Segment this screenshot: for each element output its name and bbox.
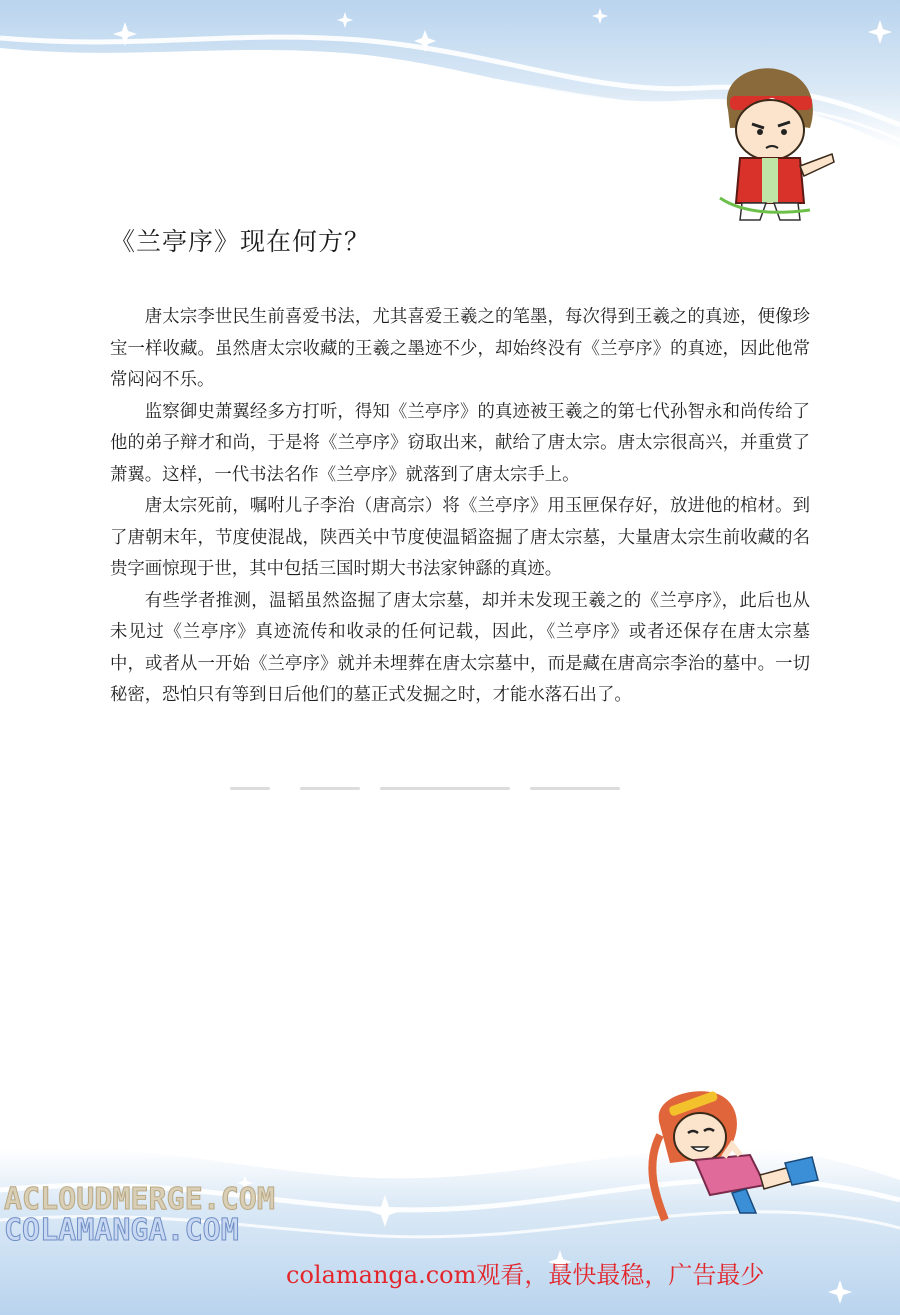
cartoon-boy-icon xyxy=(700,58,840,228)
watermark-colamanga: COLAMANGA.COM xyxy=(4,1213,239,1248)
article-paragraph: 有些学者推测，温韬虽然盗掘了唐太宗墓，却并未发现王羲之的《兰亭序》，此后也从未见过《兰亭序》真迹流传和收录的任何记载，因此，《兰亭序》或者还保存在唐太宗墓中，或者从一开始《兰亭序》就并未埋葬在唐太宗墓中，而是藏在唐高宗李治的墓中。一切秘密，恐怕只有等到日后他们的墓正式发掘之时，才能水落石出了。 xyxy=(110,590,810,705)
promo-text: colamanga.com观看，最快最稳，广告最少 xyxy=(286,1261,765,1289)
cartoon-girl-icon xyxy=(640,1085,825,1230)
faded-text-line xyxy=(230,785,630,793)
article-title: 《兰亭序》现在何方？ xyxy=(110,227,371,256)
article-paragraph: 唐太宗李世民生前喜爱书法，尤其喜爱王羲之的笔墨，每次得到王羲之的真迹，便像珍宝一样收藏。虽然唐太宗收藏的王羲之墨迹不少，却始终没有《兰亭序》的真迹，因此他常常闷闷不乐。 xyxy=(110,307,810,390)
watermark-acloudmerge: ACLOUDMERGE.COM xyxy=(4,1182,275,1217)
article-paragraph: 唐太宗死前，嘱咐儿子李治（唐高宗）将《兰亭序》用玉匣保存好，放进他的棺材。到了唐朝末年，节度使混战，陕西关中节度使温韬盗掘了唐太宗墓，大量唐太宗生前收藏的名贵字画惊现于世，其中包括三国时期大书法家钟繇的真迹。 xyxy=(110,496,810,579)
article xyxy=(110,222,810,712)
article-paragraph: 监察御史萧翼经多方打听，得知《兰亭序》的真迹被王羲之的第七代孙智永和尚传给了他的弟子辩才和尚，于是将《兰亭序》窃取出来，献给了唐太宗。唐太宗很高兴，并重赏了萧翼。这样，一代书法名作《兰亭序》就落到了唐太宗手上。 xyxy=(110,401,810,485)
article-body xyxy=(110,302,810,712)
